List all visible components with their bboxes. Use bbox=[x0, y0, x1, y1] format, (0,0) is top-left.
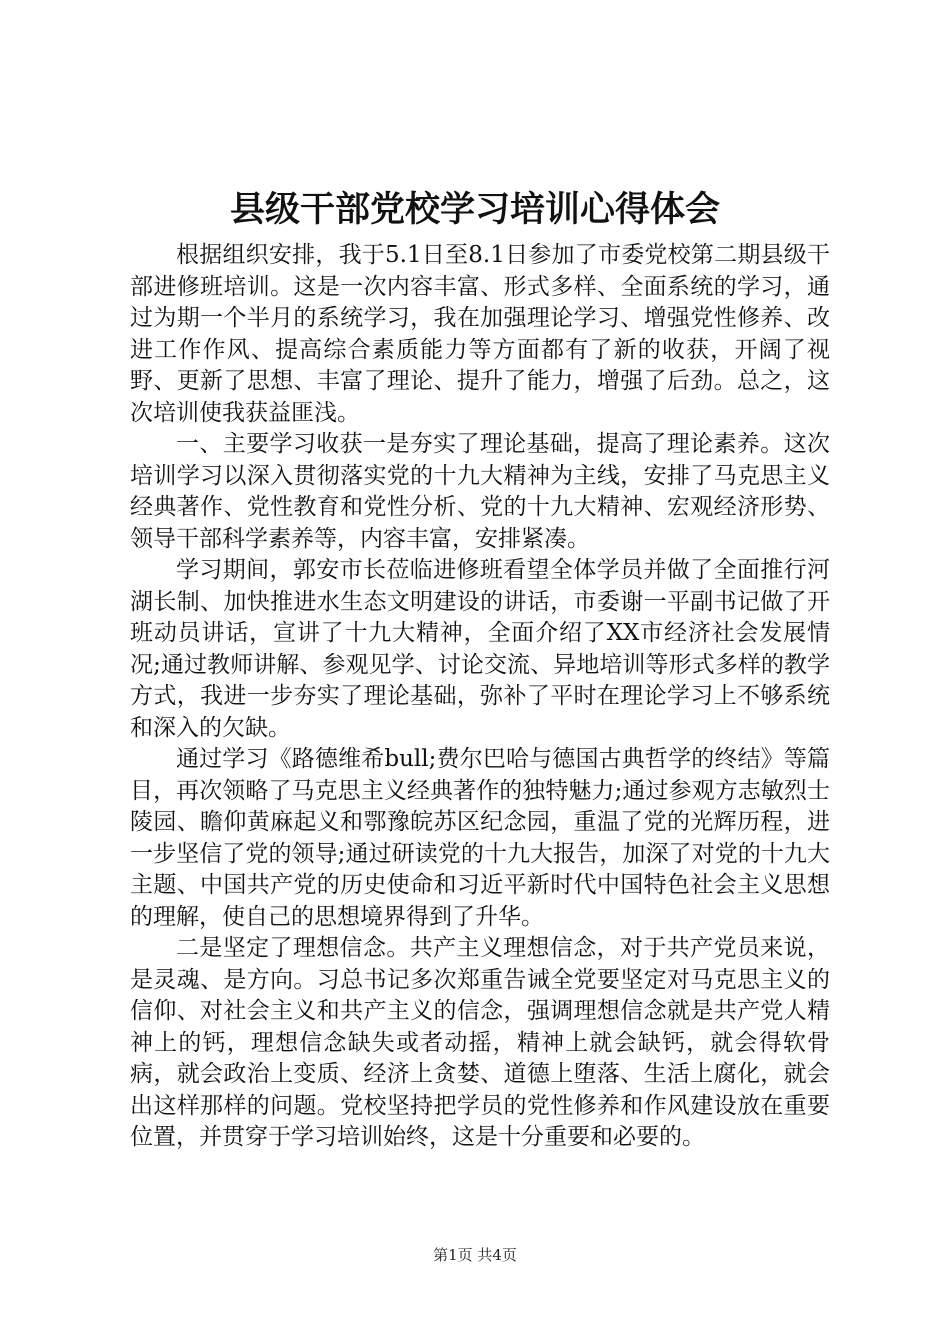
document-body bbox=[130, 240, 830, 1154]
paragraph: 根据组织安排，我于5.1日至8.1日参加了市委党校第二期县级干部进修班培训。这是一次内容丰富、形式多样、全面系统的学习，通过为期一个半月的系统学习，我在加强理论学习、增强党性修养、改进工作作风、提高综合素质能力等方面都有了新的收获，开阔了视野、更新了思想、丰富了理论、提升了能力，增强了后劲。总之，这次培训使我获益匪浅。 bbox=[130, 242, 830, 426]
paragraph: 通过学习《路德维希bull;费尔巴哈与德国古典哲学的终结》等篇目，再次领略了马克思主义经典著作的独特魅力;通过参观方志敏烈士陵园、瞻仰黄麻起义和鄂豫皖苏区纪念园，重温了党的光辉历程，进一步坚信了党的领导;通过研读党的十九大报告，加深了对党的十九大主题、中国共产党的历史使命和习近平新时代中国特色社会主义思想的理解，使自己的思想境界得到了升华。 bbox=[130, 746, 830, 930]
page-number-footer: 第1页 共4页 bbox=[433, 1246, 517, 1264]
document-title: 县级干部党校学习培训心得体会 bbox=[229, 189, 720, 230]
paragraph: 学习期间，郭安市长莅临进修班看望全体学员并做了全面推行河湖长制、加快推进水生态文明建设的讲话，市委谢一平副书记做了开班动员讲话，宣讲了十九大精神，全面介绍了XX市经济社会发展情况;通过教师讲解、参观见学、讨论交流、异地培训等形式多样的教学方式，我进一步夯实了理论基础，弥补了平时在理论学习上不够系统和深入的欠缺。 bbox=[130, 557, 830, 741]
paragraph: 一、主要学习收获一是夯实了理论基础，提高了理论素养。这次培训学习以深入贯彻落实党的十九大精神为主线，安排了马克思主义经典著作、党性教育和党性分析、党的十九大精神、宏观经济形势、领导干部科学素养等，内容丰富，安排紧凑。 bbox=[130, 431, 830, 552]
paragraph: 二是坚定了理想信念。共产主义理想信念，对于共产党员来说，是灵魂、是方向。习总书记多次郑重告诫全党要坚定对马克思主义的信仰、对社会主义和共产主义的信念，强调理想信念就是共产党人精神上的钙，理想信念缺失或者动摇，精神上就会缺钙，就会得软骨病，就会政治上变质、经济上贪婪、道德上堕落、生活上腐化，就会出这样那样的问题。党校坚持把学员的党性修养和作风建设放在重要位置，并贯穿于学习培训始终，这是十分重要和必要的。 bbox=[130, 935, 830, 1150]
